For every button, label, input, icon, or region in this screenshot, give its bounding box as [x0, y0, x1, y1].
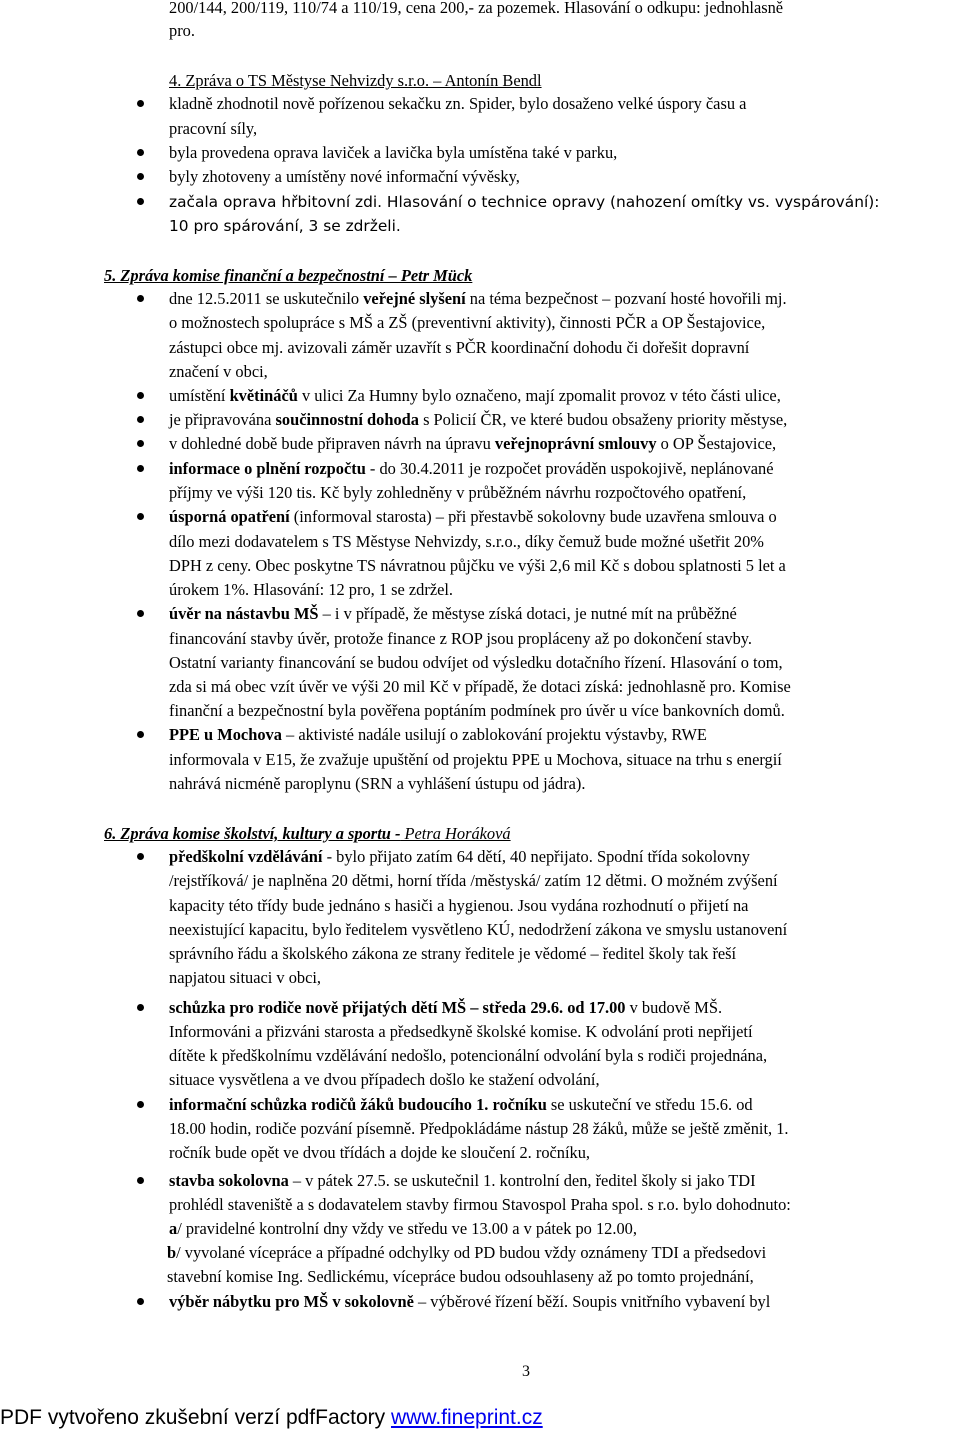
text-line: byly zhotoveny a umístěny nové informační vývěsky,: [169, 167, 520, 186]
text-line: byla provedena oprava laviček a lavička byla umístěna také v parku,: [169, 143, 618, 162]
text-line: v dohledné době bude připraven návrh na úpravu veřejnoprávní smlouvy o OP Šestajovice,: [169, 434, 777, 453]
text-line: Informováni a přizváni starosta a předsedkyně školské komise. K odvolání proti nepřijetí: [169, 1022, 753, 1041]
bullet-icon: [137, 731, 144, 738]
text-line: finanční a bezpečnostní byla pověřena poptáním podmínek pro úvěr u více bankovních domů.: [169, 701, 785, 720]
bullet-icon: [137, 1177, 144, 1184]
bullet-icon: [137, 610, 144, 617]
text-line: 200/144, 200/119, 110/74 a 110/19, cena 200,- za pozemek. Hlasování o odkupu: jednohlasně: [169, 0, 784, 17]
text-line: příjmy ve výši 120 tis. Kč byly zohledněny v průběžném návrhu rozpočtového opatření,: [169, 483, 747, 502]
text-line: DPH z ceny. Obec poskytne TS návratnou půjčku ve výši 2,6 mil Kč s dobou splatnosti 5 let a: [169, 556, 786, 575]
bullet-icon: [137, 173, 144, 180]
text-line: značení v obci,: [169, 362, 268, 381]
text-line: neexistující kapacitu, bylo ředitelem vysvětleno KÚ, nedodržení zákona ve smyslu ustanovení: [169, 920, 788, 939]
text-line: 18.00 hodin, rodiče pozvání písemně. Předpokládáme nástup 28 žáků, může se ještě změnit, 1.: [169, 1119, 789, 1138]
text-line: úvěr na nástavbu MŠ – i v případě, že městyse získá dotaci, je nutné mít na průběžné: [169, 604, 737, 623]
text-line: dílo mezi dodavatelem s TS Městyse Nehvizdy, s.r.o., díky čemuž bude možné ušetřit 20%: [169, 532, 764, 551]
text-line: je připravována součinnostní dohoda s Policií ČR, ve které budou obsaženy priority městyse,: [169, 410, 788, 429]
bullet-icon: [137, 100, 144, 107]
text-line: zda si má obec vzít úvěr ve výši 20 mil Kč v případě, že dotaci získá: jednohlasně pro. Komise: [169, 677, 791, 696]
text-line: zástupci obce mj. avizovali záměr uzavřít s PČR koordinační dohodu či dořešit dopravní: [169, 338, 750, 357]
bullet-icon: [137, 440, 144, 447]
bullet-icon: [137, 853, 144, 860]
text-line: a/ pravidelné kontrolní dny vždy ve středu ve 13.00 a v pátek po 12.00,: [169, 1219, 637, 1238]
text-line: výběr nábytku pro MŠ v sokolovně – výběrové řízení běží. Soupis vnitřního vybavení byl: [169, 1292, 771, 1311]
bullet-icon: [137, 1298, 144, 1305]
text-line: ročník bude opět ve dvou třídách a dojde ke sloučení 2. ročníku,: [169, 1143, 591, 1162]
text-line: pracovní síly,: [169, 119, 258, 138]
text-line: umístění květináčů v ulici Za Humny bylo označeno, mají zpomalit provoz v této části ulice,: [169, 386, 781, 405]
text-line: informační schůzka rodičů žáků budoucího 1. ročníku se uskuteční ve středu 15.6. od: [169, 1095, 753, 1114]
bullet-icon: [137, 295, 144, 302]
text-line: pro.: [169, 21, 195, 40]
bullet-icon: [137, 392, 144, 399]
text-line: schůzka pro rodiče nově přijatých dětí MŠ – středa 29.6. od 17.00 v budově MŠ.: [169, 998, 723, 1017]
text-line: úrokem 1%. Hlasování: 12 pro, 1 se zdržel.: [169, 580, 454, 599]
section-heading-4: 4. Zpráva o TS Městyse Nehvizdy s.r.o. – Antonín Bendl: [169, 71, 542, 90]
text-line: stavba sokolovna – v pátek 27.5. se uskutečnil 1. kontrolní den, ředitel školy si jako TDI: [169, 1171, 756, 1190]
bullet-icon: [137, 1004, 144, 1011]
text-line: správního řádu a školského zákona ze strany ředitele je vědomé – ředitel školy tak řeší: [169, 944, 737, 963]
section-heading-6: 6. Zpráva komise školství, kultury a sportu - Petra Horáková: [104, 824, 511, 843]
text-line: /rejstříková/ je naplněna 20 dětmi, horní třída /městyská/ zatím 12 dětmi. O možném zvýšení: [169, 871, 778, 890]
footer-link[interactable]: www.fineprint.cz: [390, 1406, 543, 1429]
text-line: nahrává nicméně paroplynu (SRN a vyhlášení ústupu od jádra).: [169, 774, 586, 793]
text-line: informovala v E15, že zvažuje upuštění od projektu PPE u Mochova, situace na trhu s energií: [169, 750, 782, 769]
bullet-icon: [137, 1101, 144, 1108]
page-number: 3: [522, 1363, 530, 1380]
text-line: PPE u Mochova – aktivisté nadále usilují o zablokování projektu výstavby, RWE: [169, 725, 707, 744]
text-line: stavební komise Ing. Sedlickému, vícepráce budou odsouhlaseny až po tomto projednání,: [167, 1267, 754, 1286]
footer-text: PDF vytvořeno zkušební verzí pdfFactory: [0, 1406, 391, 1429]
section-heading-5: 5. Zpráva komise finanční a bezpečnostní – Petr Mück: [104, 266, 473, 285]
text-line: informace o plnění rozpočtu - do 30.4.2011 je rozpočet prováděn uspokojivě, neplánované: [169, 459, 774, 478]
bullet-icon: [137, 149, 144, 156]
text-line: Ostatní varianty financování se budou odvíjet od výsledku dotačního řízení. Hlasování o tom,: [169, 653, 783, 672]
text-line: prohlédl staveniště a s dodavatelem stavby firmou Stavospol Praha spol. s r.o. bylo dohodnuto:: [169, 1195, 791, 1214]
text-line: b/ vyvolané vícepráce a případné odchylky od PD budou vždy oznámeny TDI a předsedovi: [167, 1243, 767, 1262]
bullet-icon: [137, 416, 144, 423]
text-line: o možnostech spolupráce s MŠ a ZŠ (preventivní aktivity), činnosti PČR a OP Šestajovice,: [169, 313, 766, 332]
text-line: dne 12.5.2011 se uskutečnilo veřejné slyšení na téma bezpečnost – pozvaní hosté hovořili mj.: [169, 289, 787, 308]
text-line: kladně zhodnotil nově pořízenou sekačku zn. Spider, bylo dosaženo velké úspory času a: [169, 94, 747, 113]
text-line: předškolní vzdělávání - bylo přijato zatím 64 dětí, 40 nepřijato. Spodní třída sokolovny: [169, 847, 750, 866]
text-line: situace vysvětlena a ve dvou případech došlo ke stažení odvolání,: [169, 1070, 600, 1089]
text-line: 10 pro spárování, 3 se zdrželi.: [169, 217, 401, 235]
text-line: začala oprava hřbitovní zdi. Hlasování o technice opravy (nahození omítky vs. vyspárování):: [169, 193, 880, 211]
text-line: financování stavby úvěr, protože finance z ROP jsou propláceny až po dokončení stavby.: [169, 629, 753, 648]
footer-watermark: [0, 1406, 543, 1430]
text-line: kapacity této třídy bude jednáno s hasiči a hygienou. Jsou vydána rozhodnutí o přijetí na: [169, 896, 749, 915]
bullet-icon: [137, 198, 144, 205]
bullet-icon: [137, 513, 144, 520]
text-line: napjatou situaci v obci,: [169, 968, 322, 987]
bullet-icon: [137, 465, 144, 472]
text-line: dítěte k předškolnímu vzdělávání nedošlo, potencionální odvolání byla s rodiči projednána,: [169, 1046, 768, 1065]
text-line: úsporná opatření (informoval starosta) – při přestavbě sokolovny bude uzavřena smlouva o: [169, 507, 777, 526]
